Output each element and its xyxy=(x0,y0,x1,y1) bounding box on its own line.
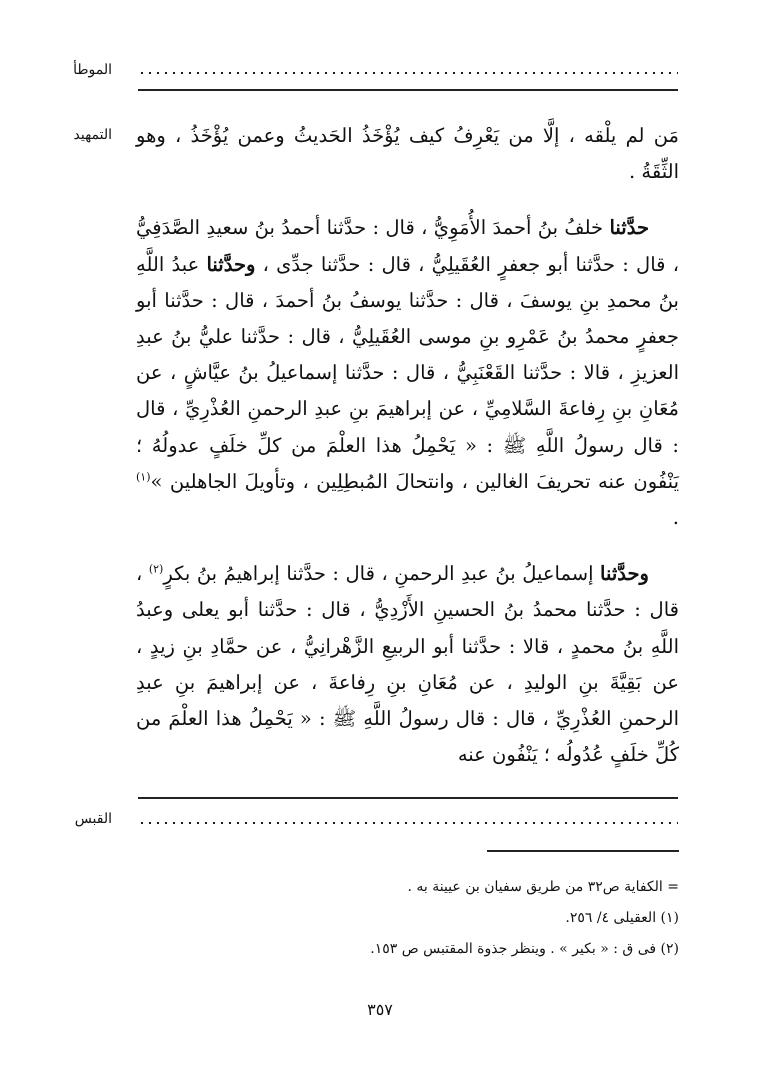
main-text xyxy=(136,118,679,773)
footnotes xyxy=(290,872,679,965)
footnote-ref-1: (١) xyxy=(136,470,151,484)
footnote-rule xyxy=(487,850,679,852)
isnad-part-4: ، قال : حدَّثنا محمدُ بنُ الحسينِ الأَزْدِيُّ ، قال : حدَّثنا أبو يعلى وعبدُ اللَّهِ بنُ محمدٍ ، قالا : حدَّثنا أبو الربيعِ الزَّهْرانِيُّ ، عن حمَّادِ بنِ زيدٍ ، عن بَقِيَّةَ بنِ الوليدِ ، عن مُعَانِ بنِ رِفاعةَ ، عن إبراهيمَ بنِ عبدِ الرحمنِ العُذْرِيِّ ، قال : قال رسولُ اللَّهِ ﷺ : « يَحْمِلُ هذا العلْمَ من كُلِّ خلَفٍ عُدُولُه ؛ يَنْفُون عنه xyxy=(136,562,679,767)
paragraph-1: مَن لم يلْقه ، إلَّا من يَعْرِفُ كيف يُؤْخَذُ الحَديثُ وعمن يُؤْخَذُ ، وهو الثِّقَةُ . xyxy=(136,124,679,184)
isnad-part-3: إسماعيلُ بنُ عبدِ الرحمنِ ، قال : حدَّثنا إبراهيمُ بنُ بكرٍ xyxy=(163,562,601,586)
hadith-lead-3: وحدَّثنا xyxy=(600,562,649,586)
running-title: الموطأ xyxy=(73,62,112,78)
isnad-part-2: عبدُ اللَّهِ بنُ محمدِ بنِ يوسفَ ، قال : حدَّثنا يوسفُ بنُ أحمدَ ، قال : حدَّثنا أبو جعفرٍ محمدُ بنُ عَمْرِو بنِ موسى العُقَيلِيُّ ، قال : حدَّثنا عليُّ بنُ عبدِ العزيزِ ، قالا : حدَّثنا القَعْنَبِيُّ ، قال : حدَّثنا إسماعيلُ بنُ عيَّاشٍ ، عن مُعَانِ بنِ رِفاعةَ السَّلامِيِّ ، عن إبراهيمَ بنِ عبدِ الرحمنِ العُذْرِيِّ ، قال : قال رسولُ اللَّهِ ﷺ : « يَحْمِلُ هذا العلْمَ من كلِّ خلَفٍ عدولُهُ ؛ يَنْفُون عنه تحريفَ الغالين ، وانتحالَ المُبطِلِين ، وتأويلَ الجاهلين » xyxy=(136,252,679,493)
paragraph-3 xyxy=(136,556,679,773)
top-rule xyxy=(138,89,678,91)
paragraph-2-end: . xyxy=(672,506,679,530)
qabas-label: القبس xyxy=(74,811,112,827)
paragraph-2 xyxy=(136,210,679,536)
hadith-lead-2: وحدَّثنا xyxy=(206,252,256,276)
dotted-separator-qabas xyxy=(138,821,678,825)
footnote-continuation: = الكفاية ص٣٢ من طريق سفيان بن عيينة به . xyxy=(407,879,679,895)
isnad-part-1: خلفُ بنُ أحمدَ الأُمَوِيُّ ، قال : حدَّثنا أحمدُ بنُ سعيدِ الصَّدَفِيُّ ، قال : حدَّثنا أبو جعفرٍ العُقَيلِيُّ ، قال : حدَّثنا جدِّى ، xyxy=(136,216,679,276)
tamhid-label: التمهيد xyxy=(73,127,112,143)
hadith-lead-1: حدَّثنا xyxy=(609,216,649,240)
footnote-2: (٢) فى ق : « بكير » . وينظر جذوة المقتبس ص ١٥٣. xyxy=(370,941,679,957)
page-number: ٣٥٧ xyxy=(367,1000,393,1019)
qabas-rule xyxy=(138,797,678,799)
dotted-separator-top xyxy=(138,71,678,75)
footnote-ref-2: (٢) xyxy=(148,562,164,576)
footnote-1: (١) العقيلى ٤/ ٢٥٦. xyxy=(565,910,679,926)
